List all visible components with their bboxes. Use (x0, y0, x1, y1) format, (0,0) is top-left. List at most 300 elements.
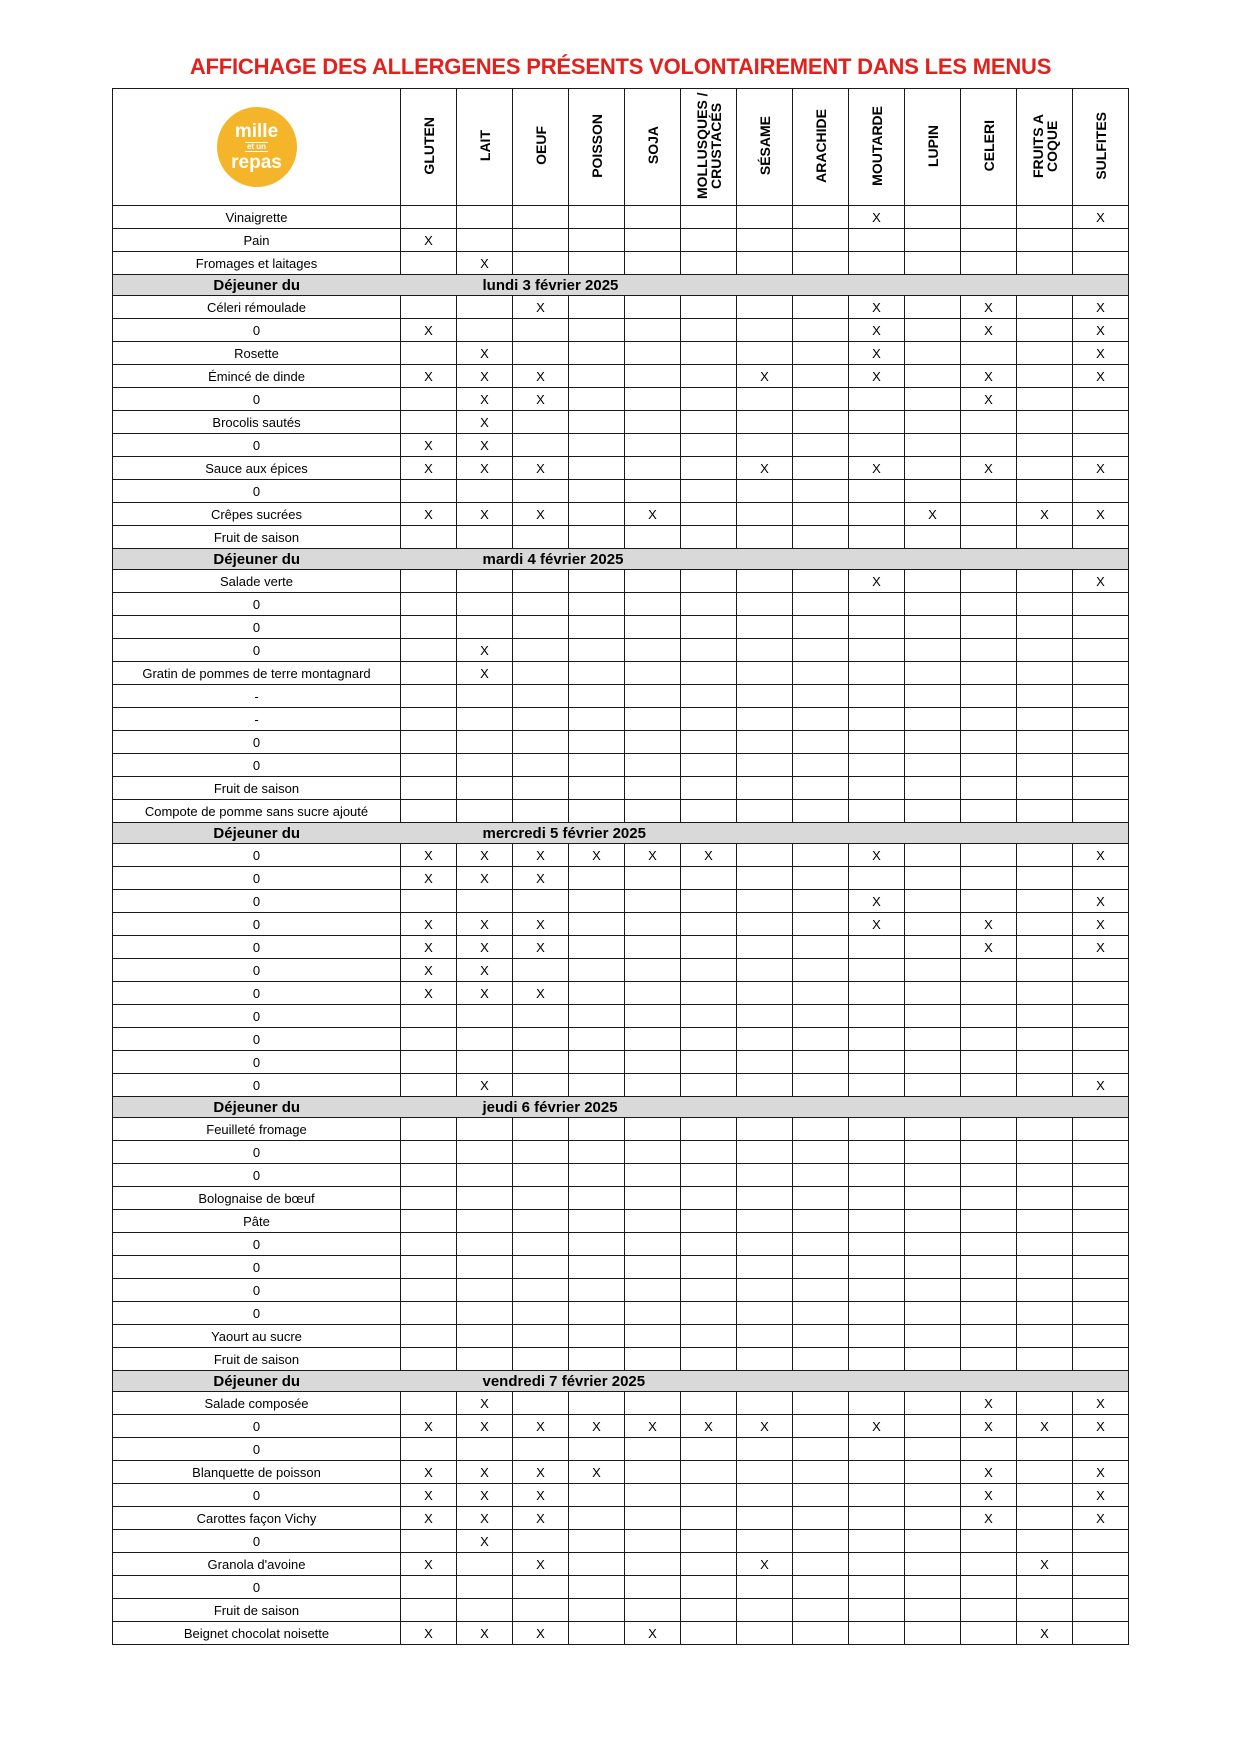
allergen-cell (681, 526, 737, 549)
allergen-cell (401, 800, 457, 823)
allergen-cell (961, 570, 1017, 593)
allergen-cell (961, 365, 1017, 388)
menu-item-row (113, 1005, 1129, 1028)
allergen-cell (401, 296, 457, 319)
allergen-cell (905, 1507, 961, 1530)
allergen-cell (1017, 1187, 1073, 1210)
allergen-cell (625, 570, 681, 593)
allergen-cell (401, 708, 457, 731)
allergen-cell (625, 982, 681, 1005)
allergen-cell (569, 1553, 625, 1576)
allergen-cell (961, 593, 1017, 616)
allergen-mark: X (536, 1510, 545, 1526)
allergen-cell (849, 708, 905, 731)
allergen-cell (793, 457, 849, 480)
menu-item-row (113, 1256, 1129, 1279)
allergen-cell (1073, 296, 1129, 319)
allergen-cell (625, 526, 681, 549)
allergen-cell (513, 229, 569, 252)
menu-item-name: 0 (113, 1576, 401, 1599)
allergen-cell (737, 1074, 793, 1097)
allergen-header-label: SULFITES (1092, 111, 1109, 180)
allergen-cell (401, 503, 457, 526)
allergen-cell (681, 1118, 737, 1141)
allergen-cell (793, 206, 849, 229)
allergen-cell (401, 1028, 457, 1051)
allergen-cell (1017, 867, 1073, 890)
menu-item-name: Carottes façon Vichy (113, 1507, 401, 1530)
allergen-cell (1073, 1028, 1129, 1051)
allergen-header (737, 89, 793, 206)
allergen-mark: X (1096, 506, 1105, 522)
allergen-cell (793, 1164, 849, 1187)
allergen-mark: X (1096, 460, 1105, 476)
allergen-cell (905, 1392, 961, 1415)
allergen-cell (457, 639, 513, 662)
allergen-cell (625, 1256, 681, 1279)
allergen-cell (513, 1415, 569, 1438)
menu-item-name: Pâte (113, 1210, 401, 1233)
allergen-cell (513, 936, 569, 959)
allergen-cell (961, 1348, 1017, 1371)
allergen-cell (401, 206, 457, 229)
allergen-mark: X (1096, 345, 1105, 361)
allergen-cell (569, 1279, 625, 1302)
allergen-cell (961, 982, 1017, 1005)
allergen-cell (681, 252, 737, 275)
allergen-cell (961, 754, 1017, 777)
menu-item-row (113, 503, 1129, 526)
allergen-cell (961, 1530, 1017, 1553)
allergen-cell (793, 1256, 849, 1279)
allergen-mark: X (480, 642, 489, 658)
allergen-cell (401, 1484, 457, 1507)
menu-item-row (113, 1530, 1129, 1553)
allergen-cell (401, 1187, 457, 1210)
allergen-cell (681, 890, 737, 913)
allergen-mark: X (1040, 1418, 1049, 1434)
allergen-mark: X (424, 368, 433, 384)
allergen-cell (457, 1164, 513, 1187)
menu-item-row (113, 1438, 1129, 1461)
allergen-mark: X (424, 1625, 433, 1641)
allergen-cell (793, 342, 849, 365)
menu-item-row (113, 1553, 1129, 1576)
allergen-cell (513, 1302, 569, 1325)
allergen-cell (849, 1461, 905, 1484)
allergen-cell (961, 480, 1017, 503)
allergen-cell (1017, 342, 1073, 365)
allergen-cell (401, 593, 457, 616)
allergen-cell (1073, 1233, 1129, 1256)
allergen-cell (569, 1461, 625, 1484)
allergen-cell (1017, 616, 1073, 639)
allergen-cell (401, 731, 457, 754)
allergen-mark: X (984, 1464, 993, 1480)
allergen-cell (513, 1392, 569, 1415)
allergen-cell (849, 1348, 905, 1371)
allergen-cell (905, 1256, 961, 1279)
allergen-cell (681, 342, 737, 365)
allergen-mark: X (480, 255, 489, 271)
allergen-cell (961, 800, 1017, 823)
allergen-cell (737, 982, 793, 1005)
allergen-cell (625, 319, 681, 342)
allergen-cell (569, 206, 625, 229)
allergen-mark: X (536, 1625, 545, 1641)
allergen-cell (1017, 685, 1073, 708)
allergen-cell (401, 457, 457, 480)
allergen-cell (569, 1210, 625, 1233)
allergen-cell (1017, 844, 1073, 867)
allergen-cell (737, 959, 793, 982)
allergen-cell (961, 411, 1017, 434)
allergen-cell (1017, 1348, 1073, 1371)
menu-item-row (113, 319, 1129, 342)
allergen-mark: X (424, 847, 433, 863)
allergen-cell (401, 1118, 457, 1141)
allergen-cell (1073, 890, 1129, 913)
allergen-mark: X (872, 847, 881, 863)
allergen-cell (849, 844, 905, 867)
allergen-cell (569, 252, 625, 275)
menu-item-row (113, 411, 1129, 434)
allergen-mark: X (1040, 506, 1049, 522)
menu-item-row (113, 1576, 1129, 1599)
allergen-mark: X (984, 1418, 993, 1434)
allergen-mark: X (480, 1487, 489, 1503)
allergen-cell (513, 1233, 569, 1256)
allergen-cell (849, 1210, 905, 1233)
allergen-cell (793, 1141, 849, 1164)
allergen-mark: X (928, 506, 937, 522)
allergen-cell (681, 1622, 737, 1645)
allergen-cell (457, 1279, 513, 1302)
menu-item-row (113, 844, 1129, 867)
allergen-cell (569, 844, 625, 867)
allergen-cell (905, 229, 961, 252)
allergen-cell (569, 890, 625, 913)
menu-item-name: Feuilleté fromage (113, 1118, 401, 1141)
allergen-cell (1073, 1348, 1129, 1371)
allergen-cell (961, 252, 1017, 275)
allergen-cell (457, 1233, 513, 1256)
allergen-cell (737, 1005, 793, 1028)
allergen-header (1073, 89, 1129, 206)
allergen-cell (737, 411, 793, 434)
menu-item-row (113, 1392, 1129, 1415)
allergen-cell (1073, 1415, 1129, 1438)
allergen-cell (625, 959, 681, 982)
menu-item-name: 0 (113, 913, 401, 936)
allergen-cell (569, 982, 625, 1005)
menu-item-row (113, 1051, 1129, 1074)
allergen-cell (625, 1164, 681, 1187)
allergen-cell (961, 457, 1017, 480)
allergen-cell (905, 1599, 961, 1622)
allergen-cell (1017, 982, 1073, 1005)
allergen-cell (793, 1484, 849, 1507)
allergen-cell (625, 731, 681, 754)
menu-item-name: 0 (113, 1028, 401, 1051)
allergen-cell (401, 1599, 457, 1622)
allergen-cell (905, 708, 961, 731)
allergen-cell (681, 1233, 737, 1256)
allergen-cell (457, 754, 513, 777)
allergen-cell (1073, 1005, 1129, 1028)
allergen-cell (401, 1325, 457, 1348)
allergen-cell (961, 867, 1017, 890)
allergen-cell (1017, 639, 1073, 662)
allergen-cell (793, 1279, 849, 1302)
day-label: Déjeuner du (113, 1097, 401, 1118)
allergen-cell (849, 1415, 905, 1438)
menu-item-row (113, 685, 1129, 708)
allergen-mark: X (872, 322, 881, 338)
allergen-cell (681, 1210, 737, 1233)
allergen-mark: X (480, 1533, 489, 1549)
menu-item-row (113, 1118, 1129, 1141)
allergen-cell (401, 867, 457, 890)
allergen-cell (1073, 1599, 1129, 1622)
menu-item-row (113, 731, 1129, 754)
allergen-cell (457, 1141, 513, 1164)
allergen-cell (401, 1279, 457, 1302)
allergen-cell (1017, 959, 1073, 982)
allergen-cell (457, 731, 513, 754)
allergen-header (457, 89, 513, 206)
allergen-cell (1073, 1279, 1129, 1302)
allergen-mark: X (984, 368, 993, 384)
allergen-cell (737, 936, 793, 959)
allergen-cell (681, 457, 737, 480)
menu-item-row (113, 1461, 1129, 1484)
allergen-cell (905, 480, 961, 503)
allergen-mark: X (424, 1464, 433, 1480)
allergen-cell (793, 1187, 849, 1210)
allergen-cell (905, 800, 961, 823)
allergen-cell (681, 1164, 737, 1187)
allergen-cell (737, 1484, 793, 1507)
allergen-cell (849, 434, 905, 457)
allergen-cell (1017, 1074, 1073, 1097)
allergen-cell (513, 1279, 569, 1302)
menu-item-name: Fruit de saison (113, 777, 401, 800)
day-label: Déjeuner du (113, 275, 401, 296)
allergen-header-label: GLUTEN (420, 116, 437, 175)
allergen-cell (1017, 1507, 1073, 1530)
allergen-cell (737, 1233, 793, 1256)
allergen-cell (681, 1256, 737, 1279)
allergen-cell (681, 867, 737, 890)
allergen-cell (793, 388, 849, 411)
allergen-cell (793, 1118, 849, 1141)
allergen-cell (1073, 1118, 1129, 1141)
allergen-cell (793, 1028, 849, 1051)
allergen-cell (961, 296, 1017, 319)
menu-item-name: 0 (113, 434, 401, 457)
day-label: Déjeuner du (113, 549, 401, 570)
allergen-header (625, 89, 681, 206)
allergen-cell (849, 296, 905, 319)
allergen-mark: X (480, 437, 489, 453)
allergen-cell (849, 777, 905, 800)
allergen-cell (849, 1302, 905, 1325)
allergen-cell (457, 342, 513, 365)
allergen-cell (1073, 959, 1129, 982)
allergen-cell (849, 639, 905, 662)
allergen-cell (457, 1461, 513, 1484)
allergen-cell (513, 434, 569, 457)
allergen-cell (457, 1187, 513, 1210)
allergen-cell (625, 434, 681, 457)
allergen-mark: X (480, 1418, 489, 1434)
allergen-cell (625, 936, 681, 959)
menu-item-name: 0 (113, 1051, 401, 1074)
menu-item-row (113, 754, 1129, 777)
allergen-cell (737, 754, 793, 777)
allergen-cell (1017, 1484, 1073, 1507)
allergen-cell (793, 593, 849, 616)
allergen-cell (625, 1005, 681, 1028)
allergen-mark: X (480, 1077, 489, 1093)
allergen-cell (457, 229, 513, 252)
allergen-cell (1017, 229, 1073, 252)
allergen-cell (793, 1210, 849, 1233)
allergen-cell (793, 570, 849, 593)
allergen-cell (569, 503, 625, 526)
allergen-cell (681, 365, 737, 388)
allergen-cell (849, 411, 905, 434)
allergen-cell (737, 1576, 793, 1599)
allergen-cell (401, 1005, 457, 1028)
allergen-cell (1017, 1118, 1073, 1141)
allergen-cell (1073, 616, 1129, 639)
allergen-cell (1017, 777, 1073, 800)
allergen-cell (961, 844, 1017, 867)
allergen-cell (905, 662, 961, 685)
allergen-cell (625, 662, 681, 685)
menu-item-name: - (113, 685, 401, 708)
allergen-mark: X (984, 939, 993, 955)
menu-item-name: Beignet chocolat noisette (113, 1622, 401, 1645)
allergen-cell (1073, 1164, 1129, 1187)
allergen-cell (905, 1005, 961, 1028)
allergen-cell (569, 754, 625, 777)
allergen-mark: X (872, 893, 881, 909)
allergen-cell (737, 434, 793, 457)
menu-item-row (113, 1622, 1129, 1645)
allergen-cell (793, 411, 849, 434)
allergen-cell (457, 1348, 513, 1371)
menu-item-name: Crêpes sucrées (113, 503, 401, 526)
allergen-cell (961, 913, 1017, 936)
day-header-row (113, 549, 1129, 570)
day-date (401, 275, 1129, 296)
allergen-mark: X (872, 299, 881, 315)
allergen-cell (737, 1141, 793, 1164)
allergen-cell (513, 844, 569, 867)
allergen-cell (1073, 1484, 1129, 1507)
allergen-cell (457, 777, 513, 800)
allergen-cell (513, 1141, 569, 1164)
allergen-cell (1017, 936, 1073, 959)
allergen-mark: X (1096, 847, 1105, 863)
allergen-mark: X (872, 916, 881, 932)
allergen-header-label: MOLLUSQUES / CRUSTACÉS (693, 92, 724, 199)
allergen-mark: X (424, 506, 433, 522)
allergen-mark: X (1096, 1464, 1105, 1480)
allergen-cell (849, 1599, 905, 1622)
menu-item-name: 0 (113, 1438, 401, 1461)
allergen-cell (793, 800, 849, 823)
allergen-cell (961, 1118, 1017, 1141)
menu-item-name: 0 (113, 1164, 401, 1187)
allergen-cell (1073, 1622, 1129, 1645)
menu-item-name: 0 (113, 1074, 401, 1097)
menu-item-name: Fruit de saison (113, 1599, 401, 1622)
allergen-cell (961, 731, 1017, 754)
allergen-cell (569, 913, 625, 936)
allergen-cell (681, 616, 737, 639)
allergen-cell (457, 844, 513, 867)
allergen-cell (793, 1392, 849, 1415)
allergen-cell (569, 1187, 625, 1210)
allergen-cell (401, 1415, 457, 1438)
allergen-mark: X (872, 460, 881, 476)
allergen-cell (681, 388, 737, 411)
menu-item-row (113, 959, 1129, 982)
allergen-cell (457, 1576, 513, 1599)
allergen-cell (961, 1028, 1017, 1051)
allergen-cell (569, 800, 625, 823)
allergen-cell (625, 844, 681, 867)
allergen-cell (513, 1256, 569, 1279)
day-date (401, 1097, 1129, 1118)
allergen-cell (569, 1348, 625, 1371)
allergen-cell (569, 457, 625, 480)
allergen-cell (793, 319, 849, 342)
allergen-cell (513, 206, 569, 229)
allergen-cell (569, 1622, 625, 1645)
allergen-cell (849, 526, 905, 549)
allergen-cell (625, 1484, 681, 1507)
menu-item-row (113, 777, 1129, 800)
allergen-cell (681, 754, 737, 777)
allergen-cell (1017, 434, 1073, 457)
allergen-cell (401, 570, 457, 593)
allergen-cell (625, 1325, 681, 1348)
allergen-cell (793, 1461, 849, 1484)
allergen-cell (401, 1302, 457, 1325)
allergen-cell (849, 982, 905, 1005)
allergen-mark: X (1096, 1077, 1105, 1093)
allergen-cell (569, 526, 625, 549)
allergen-cell (401, 319, 457, 342)
day-date-text: vendredi 7 février 2025 (482, 1372, 646, 1390)
menu-item-row (113, 388, 1129, 411)
menu-item-row (113, 1233, 1129, 1256)
menu-item-name: 0 (113, 480, 401, 503)
allergen-header-label: SÉSAME (756, 115, 773, 176)
allergen-mark: X (872, 573, 881, 589)
allergen-header (905, 89, 961, 206)
allergen-cell (569, 685, 625, 708)
allergen-cell (1073, 1051, 1129, 1074)
allergen-cell (569, 411, 625, 434)
allergen-cell (849, 1507, 905, 1530)
allergen-cell (1073, 252, 1129, 275)
